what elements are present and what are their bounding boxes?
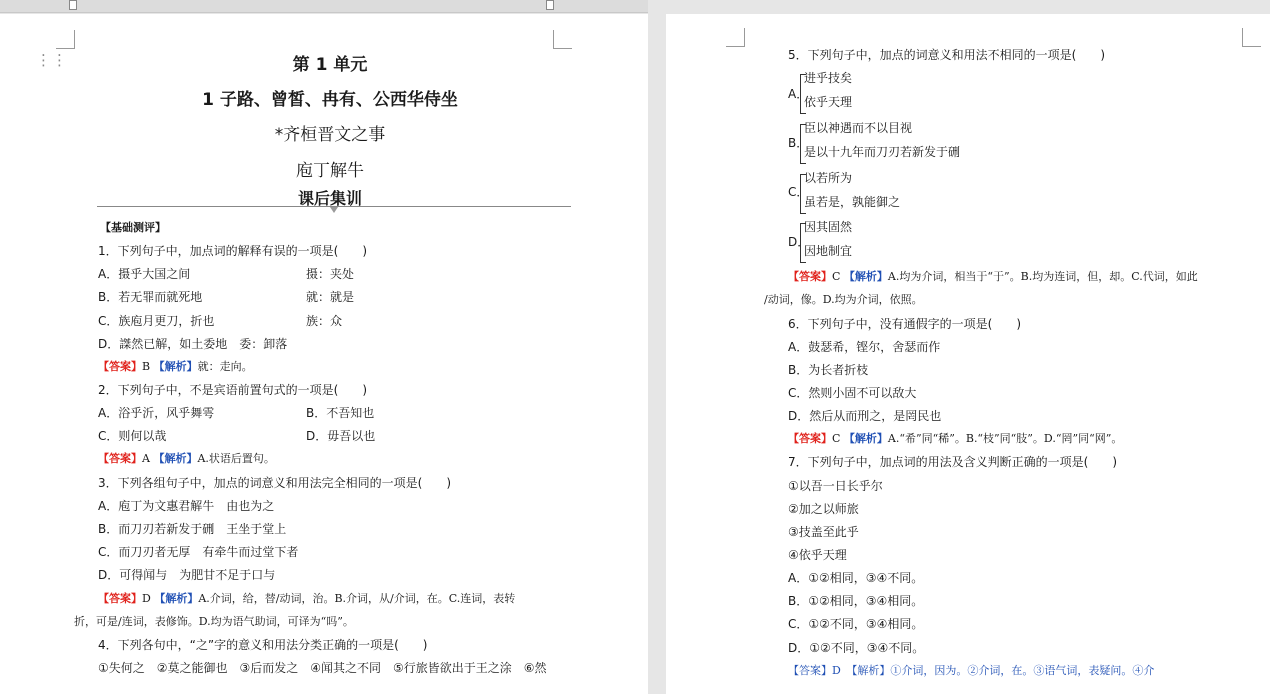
- lesson-title: 1 子路、曾皙、冉有、公西华侍坐: [202, 90, 458, 110]
- q7-item-2: ②加之以师旅: [788, 502, 859, 516]
- q5-option-a-line2: 依乎天理: [804, 95, 853, 109]
- q7-option-d: D．①②不同，③④不同。: [788, 641, 925, 655]
- question-2-stem: 2．下列句子中，不是宾语前置句式的一项是( ): [98, 383, 367, 397]
- q5-option-d-line2: 因地制宜: [804, 244, 853, 258]
- q6-option-c: C．然则小固不可以敌大: [788, 386, 917, 400]
- q2-option-c: C．则何以哉: [98, 429, 167, 443]
- q7-answer-partial: 【答案】D 【解析】①介词，因为。②介词，在。③语气词，表疑问。④介: [788, 664, 1155, 677]
- q5-option-c-label: C．: [788, 185, 809, 199]
- crop-mark-top-right: [1242, 28, 1261, 47]
- q3-option-c: C．而刀刃者无厚 有牵牛而过堂下者: [98, 545, 299, 559]
- q2-answer-line: [98, 451, 275, 467]
- q5-option-b-label: B．: [788, 136, 809, 150]
- analysis-text-1: A.介词，给，替/动词，治。B.介词，从/介词，在。C.连词，表转: [198, 592, 516, 605]
- q5-option-c-line1: 以若所为: [804, 171, 853, 185]
- answer-value: B: [142, 360, 151, 373]
- analysis-text: A.“希”同“稀”。B.“枝”同“肢”。D.“罔”同“网”。: [887, 432, 1123, 445]
- analysis-text: A.状语后置句。: [197, 452, 275, 465]
- q5-option-d-line1: 因其固然: [804, 220, 853, 234]
- analysis-tag: 【解析】: [153, 360, 198, 373]
- q1-answer-line: [98, 359, 253, 375]
- analysis-tag: 【解析】: [154, 592, 199, 605]
- answer-tag: 【答案】: [98, 452, 142, 465]
- q1-option-b-note: 就：就是: [306, 290, 355, 304]
- q5-option-a-label: A．: [788, 87, 809, 101]
- q5-answer-line: [788, 269, 1198, 285]
- q7-item-1: ①以吾一日长乎尔: [788, 479, 883, 493]
- analysis-tag: 【解析】: [843, 432, 888, 445]
- q4-items-partial: ①失何之 ②莫之能御也 ③后而发之 ④闻其之不同 ⑤行旅皆欲出于王之涂 ⑥然: [98, 661, 547, 675]
- question-5-stem: 5．下列句子中，加点的词意义和用法不相同的一项是( ): [788, 48, 1106, 62]
- left-indent-marker[interactable]: [69, 0, 77, 10]
- analysis-text: 就：走向。: [197, 360, 253, 373]
- q1-option-a: A．摄乎大国之间: [98, 267, 191, 281]
- document-page-right: [666, 14, 1270, 694]
- q1-option-c: C．族庖月更刀，折也: [98, 314, 215, 328]
- q3-option-d: D．可得闻与 为肥甘不足于口与: [98, 568, 276, 582]
- subtitle-paoding: 庖丁解牛: [296, 161, 364, 181]
- q1-option-a-note: 摄：夹处: [306, 267, 355, 281]
- section-title: 课后集训: [297, 189, 362, 208]
- answer-value: A: [142, 452, 150, 465]
- document-page-left: [0, 14, 648, 694]
- unit-title: 第 1 单元: [292, 55, 368, 75]
- drag-handle-icon[interactable]: ⋮⋮: [36, 51, 68, 69]
- q6-option-a: A．鼓瑟希，铿尔，舍瑟而作: [788, 340, 941, 354]
- q2-option-d: D．毋吾以也: [306, 429, 376, 443]
- crop-mark-top-right: [553, 30, 572, 49]
- q7-item-3: ③技盖至此乎: [788, 525, 859, 539]
- q3-option-b: B．而刀刃若新发于硎 王坐于堂上: [98, 522, 287, 536]
- q5-option-a-line1: 进乎技矣: [804, 71, 853, 85]
- q5-analysis-continued: /动词，像。D.均为介词，依照。: [764, 293, 923, 306]
- q6-option-d: D．然后从而刑之，是罔民也: [788, 409, 942, 423]
- q1-option-d: D．謋然已解，如土委地 委：卸落: [98, 337, 288, 351]
- answer-tag: 【答案】: [98, 592, 142, 605]
- analysis-text-1: A.均为介词，相当于“于”。B.均为连词，但，却。C.代词，如此: [887, 270, 1198, 283]
- question-6-stem: 6．下列句子中，没有通假字的一项是( ): [788, 317, 1021, 331]
- analysis-tag: 【解析】: [843, 270, 888, 283]
- q5-option-b-line2: 是以十九年而刀刃若新发于硎: [804, 145, 961, 159]
- section-label: 【基础测评】: [100, 221, 166, 234]
- crop-mark-top-left: [56, 30, 75, 49]
- q6-answer-line: [788, 431, 1122, 447]
- q2-option-b: B．不吾知也: [306, 406, 375, 420]
- q6-option-b: B．为长者折枝: [788, 363, 869, 377]
- q1-option-c-note: 族：众: [306, 314, 343, 328]
- q5-option-d-label: D．: [788, 235, 810, 249]
- q7-item-4: ④依乎天理: [788, 548, 847, 562]
- q2-option-a: A．浴乎沂，风乎舞雩: [98, 406, 215, 420]
- answer-tag: 【答案】: [788, 432, 832, 445]
- analysis-tag: 【解析】: [153, 452, 198, 465]
- crop-mark-top-left: [726, 28, 745, 47]
- right-indent-marker[interactable]: [546, 0, 554, 10]
- answer-value: C: [832, 432, 841, 445]
- answer-value: C: [832, 270, 841, 283]
- q5-option-b-line1: 臣以神遇而不以目视: [804, 121, 913, 135]
- answer-tag: 【答案】: [98, 360, 142, 373]
- question-7-stem: 7．下列句子中，加点词的用法及含义判断正确的一项是( ): [788, 455, 1118, 469]
- q3-answer-line: [98, 591, 515, 607]
- question-3-stem: 3．下列各组句子中，加点的词意义和用法完全相同的一项是( ): [98, 476, 452, 490]
- q7-option-b: B．①②相同，③④相同。: [788, 594, 924, 608]
- q1-option-b: B．若无罪而就死地: [98, 290, 203, 304]
- q7-option-a: A．①②相同，③④不同。: [788, 571, 924, 585]
- answer-tag: 【答案】: [788, 270, 832, 283]
- horizontal-ruler[interactable]: [0, 0, 648, 13]
- q3-analysis-continued: 折，可是/连词，表修饰。D.均为语气助词，可译为“吗”。: [74, 615, 354, 628]
- answer-value: D: [142, 592, 151, 605]
- question-4-stem: 4．下列各句中，“之”字的意义和用法分类正确的一项是( ): [98, 638, 428, 652]
- subtitle-qihuan: *齐桓晋文之事: [274, 125, 386, 145]
- section-marker-icon: [330, 207, 338, 213]
- q5-option-c-line2: 虽若是，孰能御之: [804, 195, 901, 209]
- question-1-stem: 1．下列句子中，加点词的解释有误的一项是( ): [98, 244, 367, 258]
- q3-option-a: A．庖丁为文惠君解牛 由也为之: [98, 499, 275, 513]
- q7-option-c: C．①②不同，③④相同。: [788, 617, 924, 631]
